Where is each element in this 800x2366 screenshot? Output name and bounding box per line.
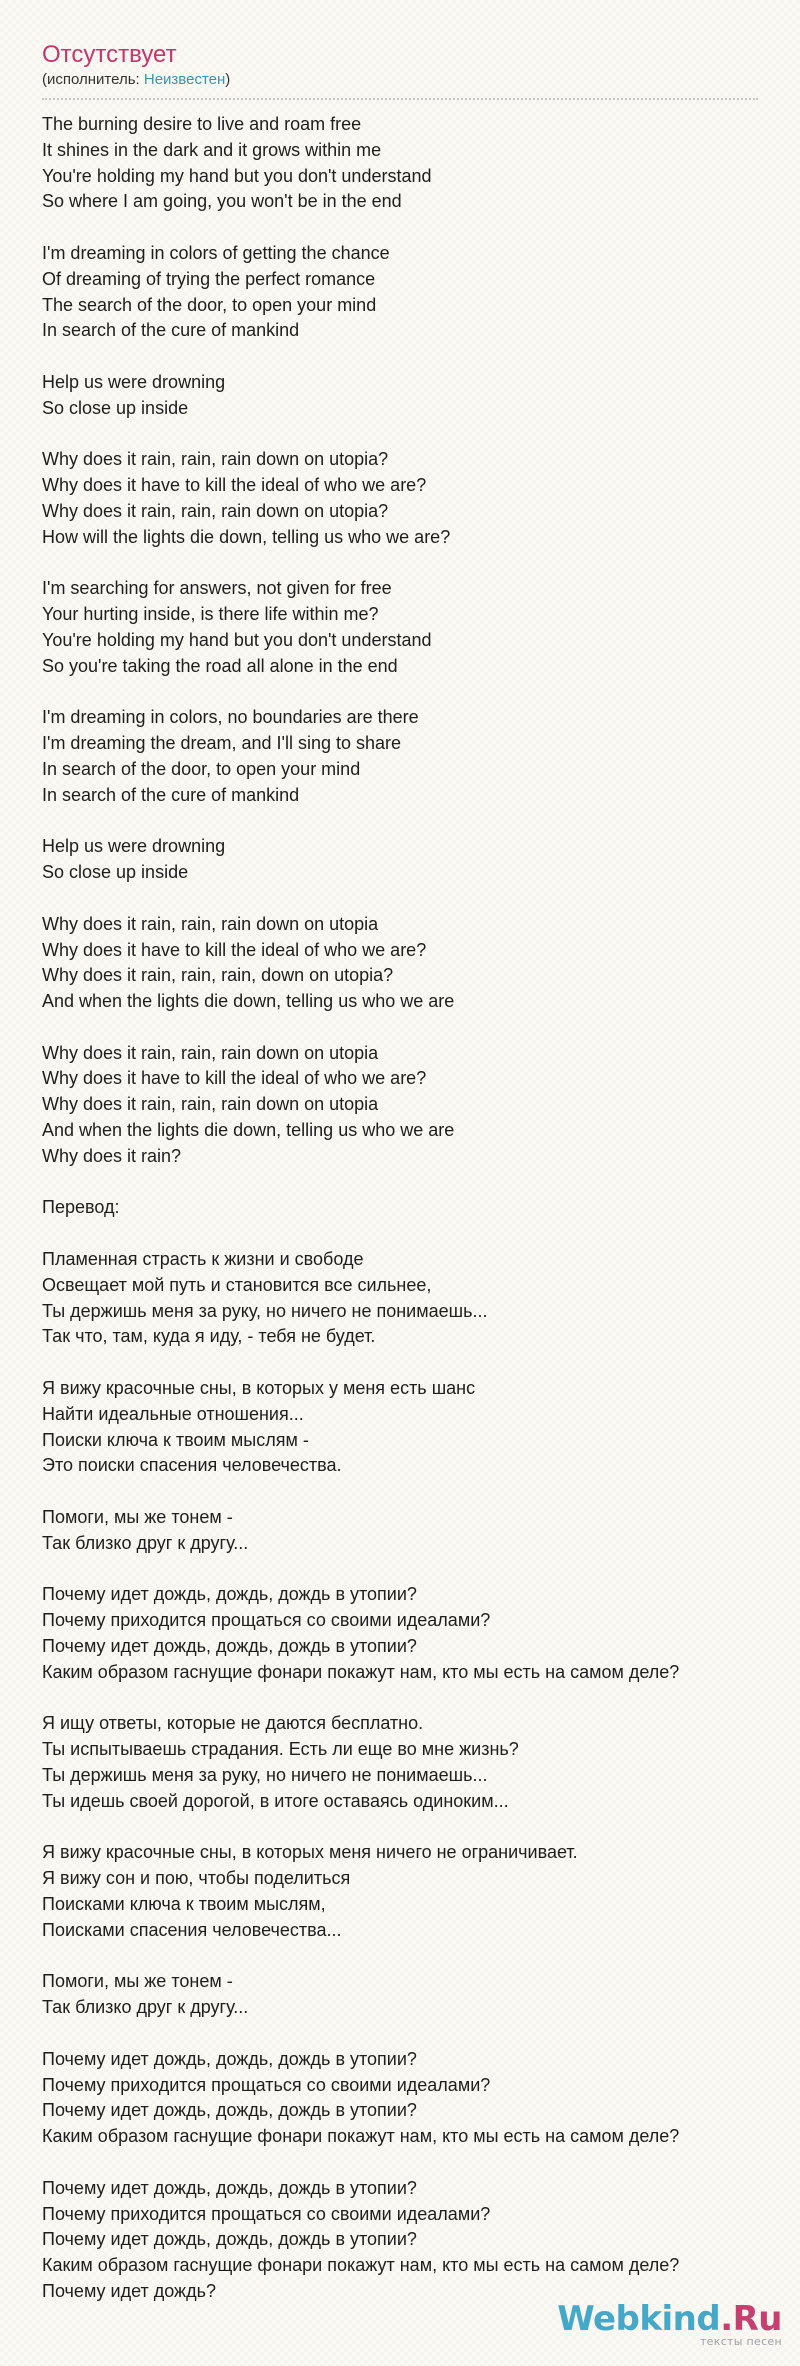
lyric-line <box>42 1815 762 1841</box>
lyric-line: You're holding my hand but you don't understand <box>42 165 432 186</box>
lyric-line: Why does it rain, rain, rain down on utopia <box>42 1094 379 1115</box>
lyric-line: Ты держишь меня за руку, но ничего не понимаешь... <box>42 1300 488 1321</box>
lyric-line <box>42 680 762 706</box>
logo-wordmark <box>557 2301 782 2337</box>
lyric-line: Почему идет дождь, дождь, дождь в утопии? <box>42 1636 417 1657</box>
lyric-line: Поиски ключа к твоим мыслям - <box>42 1429 309 1450</box>
lyric-line: In search of the cure of mankind <box>42 784 300 805</box>
lyric-line: Я вижу красочные сны, в которых меня ничего не ограничивает. <box>42 1842 578 1863</box>
lyric-line: Я вижу сон и пою, чтобы поделиться <box>42 1868 351 1889</box>
lyric-line: Help us were drowning <box>42 371 226 392</box>
lyric-line: Why does it rain, rain, rain down on utopia? <box>42 449 389 470</box>
lyric-line: Поисками ключа к твоим мыслям, <box>42 1893 326 1914</box>
lyric-line: Why does it have to kill the ideal of who we are? <box>42 1068 427 1089</box>
song-title: Отсутствует <box>42 41 177 68</box>
lyric-line <box>42 809 762 835</box>
lyric-line: Help us were drowning <box>42 836 226 857</box>
lyric-line: Your hurting inside, is there life within me? <box>42 604 379 625</box>
lyric-line: Ты испытываешь страдания. Есть ли еще во мне жизнь? <box>42 1739 519 1760</box>
lyric-line: Почему идет дождь, дождь, дождь в утопии? <box>42 2177 417 2198</box>
lyric-line: Так близко друг к другу... <box>42 1997 249 2018</box>
lyric-line <box>42 344 762 370</box>
lyric-line: Каким образом гаснущие фонари покажут нам, кто мы есть на самом деле? <box>42 1661 680 1682</box>
lyric-line <box>42 1170 762 1196</box>
lyric-line: Поисками спасения человечества... <box>42 1919 342 1940</box>
lyric-line: I'm searching for answers, not given for free <box>42 578 392 599</box>
lyric-line: So you're taking the road all alone in the end <box>42 655 398 676</box>
lyric-line: Почему приходится прощаться со своими идеалами? <box>42 1610 491 1631</box>
lyric-line: How will the lights die down, telling us who we are? <box>42 526 451 547</box>
lyric-line: Почему идет дождь, дождь, дождь в утопии? <box>42 2229 417 2250</box>
artist-line <box>42 70 762 90</box>
lyrics-text <box>42 112 762 2305</box>
lyric-line <box>42 1944 762 1970</box>
lyric-line <box>42 1350 762 1376</box>
lyric-line <box>42 1221 762 1247</box>
lyric-line: Почему приходится прощаться со своими идеалами? <box>42 2203 491 2224</box>
lyric-line: It shines in the dark and it grows within me <box>42 139 382 160</box>
lyric-line: And when the lights die down, telling us who we are <box>42 991 455 1012</box>
lyric-line: Я ищу ответы, которые не даются бесплатно. <box>42 1713 424 1734</box>
lyric-line <box>42 422 762 448</box>
lyric-line: Of dreaming of trying the perfect romance <box>42 268 376 289</box>
lyric-line <box>42 2150 762 2176</box>
lyric-line: In search of the cure of mankind <box>42 320 300 341</box>
lyric-line: Найти идеальные отношения... <box>42 1403 304 1424</box>
lyric-line: And when the lights die down, telling us who we are <box>42 1120 455 1141</box>
lyric-line: So close up inside <box>42 397 189 418</box>
song-page <box>42 40 762 2305</box>
lyric-line: Почему идет дождь, дождь, дождь в утопии? <box>42 2100 417 2121</box>
lyric-line: Почему идет дождь? <box>42 2280 216 2301</box>
lyric-line <box>42 886 762 912</box>
lyric-line: I'm dreaming in colors, no boundaries are there <box>42 707 419 728</box>
lyric-line: Why does it rain, rain, rain down on utopia <box>42 1042 379 1063</box>
lyric-line: So where I am going, you won't be in the end <box>42 191 402 212</box>
lyric-line: Почему идет дождь, дождь, дождь в утопии? <box>42 1584 417 1605</box>
lyric-line: Почему приходится прощаться со своими идеалами? <box>42 2074 491 2095</box>
lyric-line <box>42 2021 762 2047</box>
lyric-line: Пламенная страсть к жизни и свободе <box>42 1249 364 1270</box>
lyric-line: Why does it rain, rain, rain down on utopia <box>42 913 379 934</box>
lyric-line: Так близко друг к другу... <box>42 1532 249 1553</box>
lyric-line <box>42 215 762 241</box>
lyric-line <box>42 1479 762 1505</box>
lyric-line: Why does it have to kill the ideal of who we are? <box>42 475 427 496</box>
lyric-line <box>42 1557 762 1583</box>
lyric-line: Why does it have to kill the ideal of who we are? <box>42 939 427 960</box>
lyric-line: Перевод: <box>42 1197 120 1218</box>
lyric-line <box>42 1686 762 1712</box>
lyric-line: In search of the door, to open your mind <box>42 758 361 779</box>
title-divider <box>42 98 758 100</box>
lyric-line: Каким образом гаснущие фонари покажут нам, кто мы есть на самом деле? <box>42 2255 680 2276</box>
lyric-line: Why does it rain? <box>42 1145 182 1166</box>
lyric-line: Ты идешь своей дорогой, в итоге оставаясь одиноким... <box>42 1790 509 1811</box>
lyric-line <box>42 551 762 577</box>
lyric-line: Это поиски спасения человечества. <box>42 1455 342 1476</box>
lyric-line: I'm dreaming in colors of getting the chance <box>42 242 390 263</box>
lyric-line: Помоги, мы же тонем - <box>42 1507 233 1528</box>
lyric-line: The search of the door, to open your mind <box>42 294 377 315</box>
logo-domain: .Ru <box>720 2299 782 2339</box>
lyric-line: I'm dreaming the dream, and I'll sing to share <box>42 733 402 754</box>
logo-name: Webkind <box>557 2299 721 2339</box>
lyric-line: Я вижу красочные сны, в которых у меня есть шанс <box>42 1378 476 1399</box>
lyric-line: Why does it rain, rain, rain, down on utopia? <box>42 965 394 986</box>
lyric-line: Освещает мой путь и становится все сильнее, <box>42 1274 432 1295</box>
webkind-logo[interactable] <box>557 2301 782 2348</box>
artist-prefix: (исполнитель: <box>42 71 144 88</box>
lyric-line: Каким образом гаснущие фонари покажут нам, кто мы есть на самом деле? <box>42 2126 680 2147</box>
lyric-line <box>42 1015 762 1041</box>
lyric-line: You're holding my hand but you don't understand <box>42 629 432 650</box>
lyric-line: Почему идет дождь, дождь, дождь в утопии? <box>42 2048 417 2069</box>
lyric-line: Помоги, мы же тонем - <box>42 1971 233 1992</box>
artist-link[interactable]: Неизвестен <box>143 71 226 88</box>
lyric-line: Why does it rain, rain, rain down on utopia? <box>42 500 389 521</box>
logo-tagline: тексты песен <box>699 2335 782 2348</box>
lyric-line: So close up inside <box>42 862 189 883</box>
artist-suffix: ) <box>225 71 231 88</box>
lyric-line: Так что, там, куда я иду, - тебя не будет. <box>42 1326 376 1347</box>
lyric-line: Ты держишь меня за руку, но ничего не понимаешь... <box>42 1765 488 1785</box>
lyric-line: The burning desire to live and roam free <box>42 114 362 134</box>
